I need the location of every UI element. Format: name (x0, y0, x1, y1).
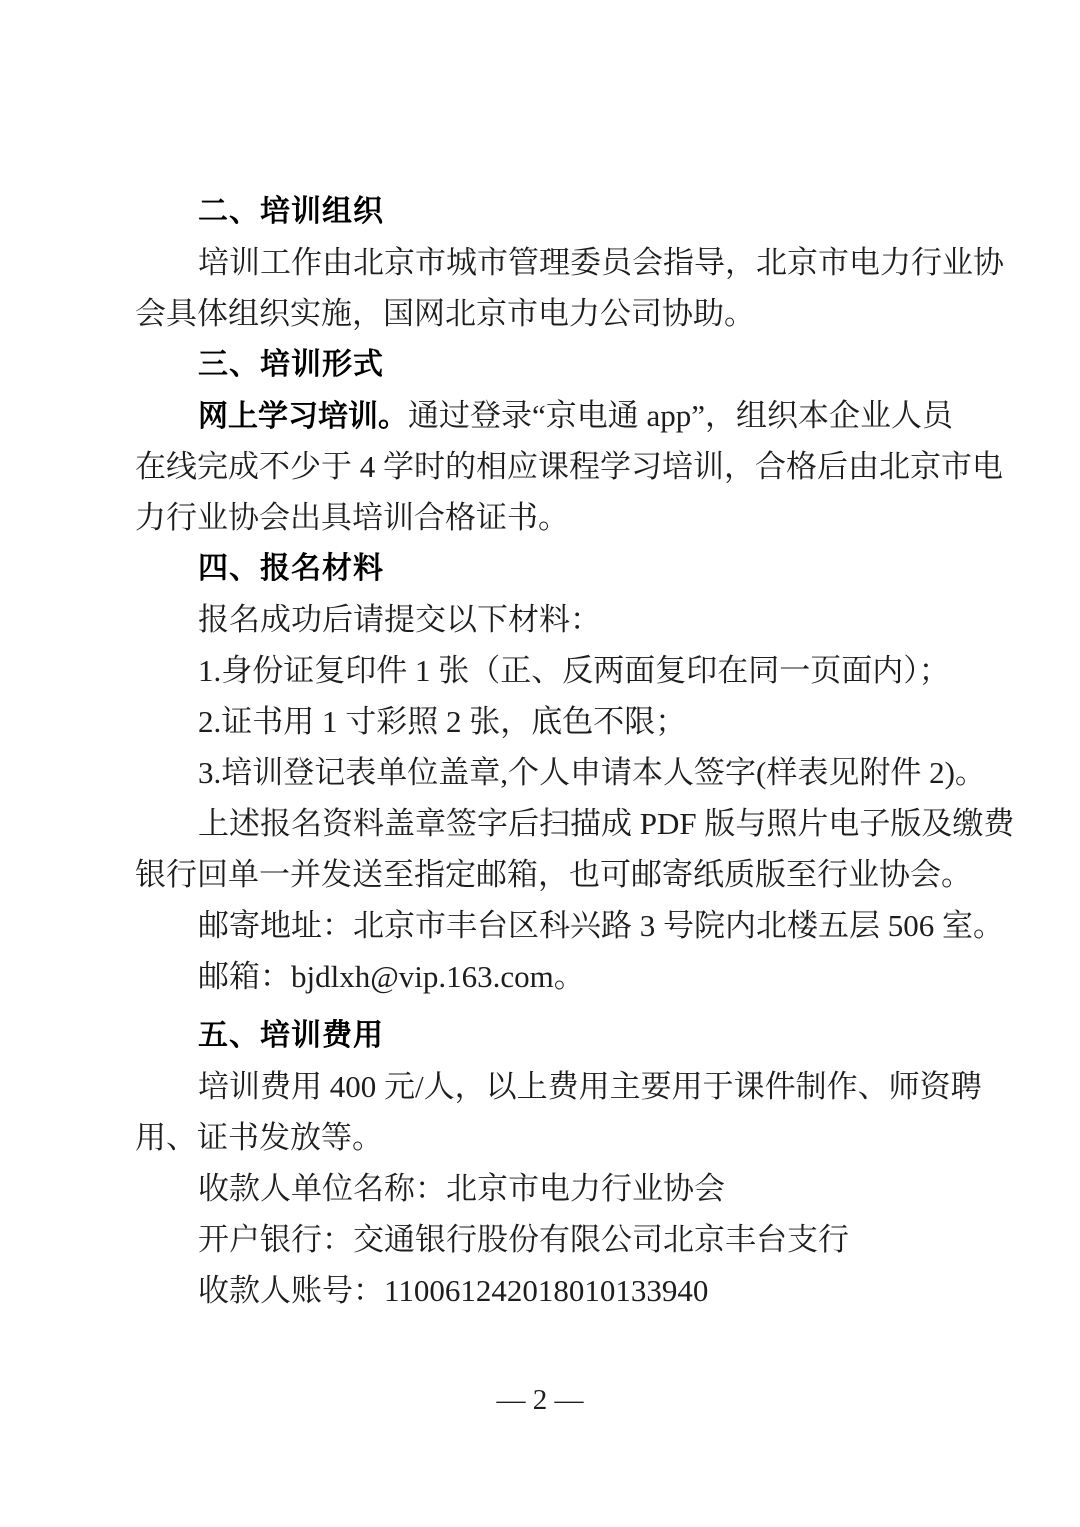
section-heading-training-fee: 五、培训费用 (198, 1019, 384, 1052)
list-item-2: 2.证书用 1 寸彩照 2 张，底色不限； (198, 704, 687, 739)
paragraph-line: 报名成功后请提交以下材料： (198, 602, 601, 637)
mailing-address-line: 邮寄地址：北京市丰台区科兴路 3 号院内北楼五层 506 室。 (198, 908, 1004, 943)
paragraph-line: 培训费用 400 元/人，以上费用主要用于课件制作、师资聘 (198, 1069, 982, 1104)
email-address-line: 邮箱：bjdlxh@vip.163.com。 (198, 959, 585, 994)
page-number: — 2 — (496, 1384, 584, 1416)
bold-run-online-training: 网上学习培训。 (198, 400, 408, 433)
document-body (135, 186, 1015, 1316)
paragraph-line: 银行回单一并发送至指定邮箱，也可邮寄纸质版至行业协会。 (135, 857, 972, 892)
paragraph-line: 在线完成不少于 4 学时的相应课程学习培训，合格后由北京市电 (135, 449, 1003, 484)
section-heading-training-format: 三、培训形式 (198, 348, 384, 381)
paragraph-line: 力行业协会出具培训合格证书。 (135, 500, 569, 535)
line-text: 通过登录“京电通 app”，组织本企业人员 (408, 398, 954, 433)
paragraph-line: 培训工作由北京市城市管理委员会指导，北京市电力行业协 (198, 245, 1004, 280)
account-number-line: 收款人账号：110061242018010133940 (198, 1273, 709, 1308)
list-item-1: 1.身份证复印件 1 张（正、反两面复印在同一页面内）； (198, 653, 950, 688)
bank-name-line: 开户银行：交通银行股份有限公司北京丰台支行 (198, 1222, 849, 1257)
paragraph-line: 上述报名资料盖章签字后扫描成 PDF 版与照片电子版及缴费 (198, 806, 1015, 841)
section-heading-training-organization: 二、培训组织 (198, 195, 384, 228)
list-item-3: 3.培训登记表单位盖章,个人申请本人签字(样表见附件 2)。 (198, 755, 986, 790)
section-heading-application-materials: 四、报名材料 (198, 552, 384, 585)
paragraph-line (135, 390, 980, 441)
payee-name-line: 收款人单位名称：北京市电力行业协会 (198, 1171, 725, 1206)
paragraph-line: 用、证书发放等。 (135, 1120, 383, 1155)
paragraph-line: 会具体组织实施，国网北京市电力公司协助。 (135, 296, 755, 331)
